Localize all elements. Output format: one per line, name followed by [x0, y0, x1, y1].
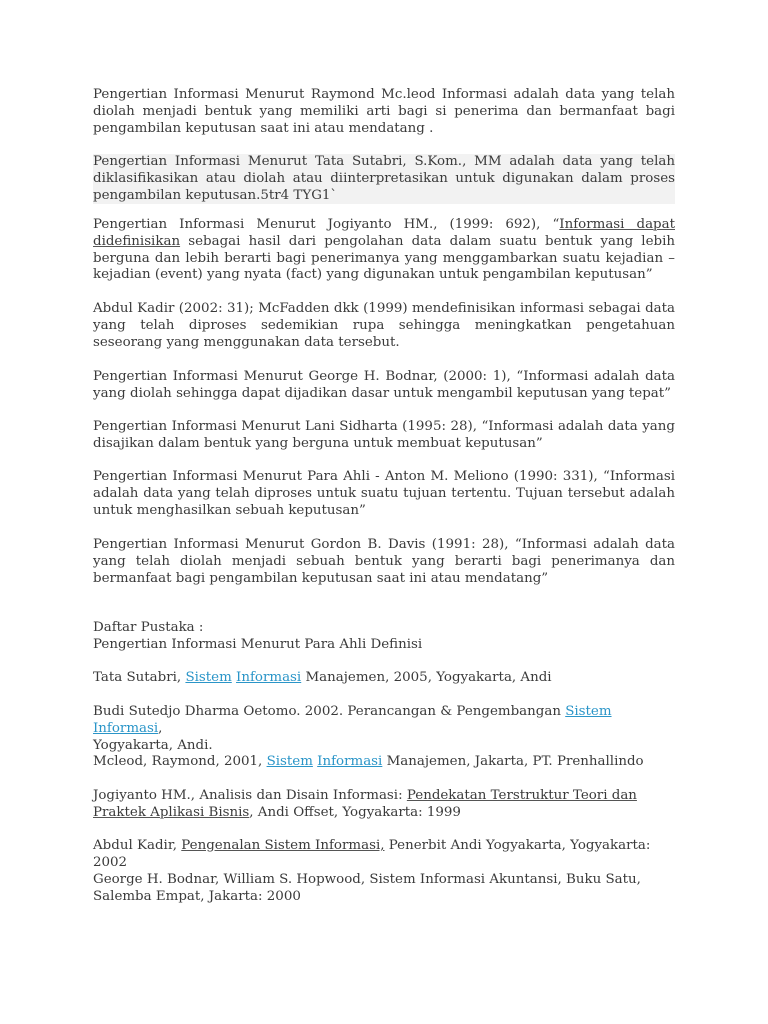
sistem-link[interactable]: Sistem: [565, 704, 612, 719]
jogiyanto-text-start: Pengertian Informasi Menurut Jogiyanto HM., (1999: 692), “: [93, 217, 560, 232]
reference-text: Abdul Kadir,: [93, 838, 182, 853]
reference-text: Manajemen, Jakarta, PT. Prenhallindo: [382, 754, 644, 769]
references-subheading: Pengertian Informasi Menurut Para Ahli Definisi: [93, 637, 423, 652]
informasi-link[interactable]: Informasi: [317, 754, 383, 769]
jogiyanto-text-end: sebagai hasil dari pengolahan data dalam suatu bentuk yang lebih berguna dan lebih berarti bagi penerimanya yang menggambarkan suatu kejadian – kejadian (event) yang nyata (fact) yang digunakan untuk pengambilan keputusan”: [93, 233, 675, 283]
paragraph-jogiyanto: [93, 217, 675, 284]
references-heading: Daftar Pustaka :: [93, 620, 204, 635]
reference-item: [93, 788, 653, 822]
sistem-link[interactable]: Sistem: [185, 670, 232, 685]
reference-text: Tata Sutabri,: [93, 670, 186, 685]
reference-text: Yogyakarta, Andi.: [93, 737, 213, 753]
paragraph-lani-sidharta: Pengertian Informasi Menurut Lani Sidharta (1995: 28), “Informasi adalah data yang disajikan dalam bentuk yang berguna untuk membuat keputusan”: [93, 419, 675, 451]
reference-item: [93, 838, 683, 872]
informasi-link[interactable]: Informasi: [93, 720, 159, 736]
reference-text: Manajemen, 2005, Yogyakarta, Andi: [301, 670, 552, 685]
reference-text: , Andi Offset, Yogyakarta: 1999: [249, 804, 461, 820]
informasi-link[interactable]: Informasi: [236, 670, 302, 685]
paragraph-tata-sutabri: Pengertian Informasi Menurut Tata Sutabri, S.Kom., MM adalah data yang telah diklasifikasikan atau diolah atau diinterpretasikan untuk digunakan dalam proses pengambilan keputusan.5tr4 TYG1`: [93, 154, 675, 203]
paragraph-anton-meliono: Pengertian Informasi Menurut Para Ahli - Anton M. Meliono (1990: 331), “Informasi adalah data yang telah diproses untuk suatu tujuan tertentu. Tujuan tersebut adalah untuk menghasilkan sebuah keputusan”: [93, 469, 675, 518]
jogiyanto-underlined-text: Informasi dapat didefinisikan: [93, 217, 675, 249]
paragraph-abdul-kadir: Abdul Kadir (2002: 31); McFadden dkk (1999) mendefinisikan informasi sebagai data yang telah diproses sedemikian rupa sehingga meningkatkan pengetahuan seseorang yang menggunakan data tersebut.: [93, 301, 675, 350]
paragraph-raymond-mcleod: Pengertian Informasi Menurut Raymond Mc.leod Informasi adalah data yang telah diolah menjadi bentuk yang memiliki arti bagi si penerima dan bermanfaat bagi pengambilan keputusan saat ini atau mendatang .: [93, 87, 675, 136]
reference-item: [93, 670, 683, 687]
reference-text: Penerbit Andi Yogyakarta, Yogyakarta: 2002: [93, 838, 651, 870]
reference-item: George H. Bodnar, William S. Hopwood, Sistem Informasi Akuntansi, Buku Satu, Salemba Empat, Jakarta: 2000: [93, 872, 641, 904]
reference-text: Jogiyanto HM., Analisis dan Disain Informasi:: [93, 788, 407, 803]
reference-text: ,: [158, 720, 163, 736]
reference-underlined-title: Pengenalan Sistem Informasi,: [181, 838, 385, 853]
paragraph-george-bodnar: Pengertian Informasi Menurut George H. Bodnar, (2000: 1), “Informasi adalah data yang diolah sehingga dapat dijadikan dasar untuk mengambil keputusan yang tepat”: [93, 369, 675, 401]
reference-text: Mcleod, Raymond, 2001,: [93, 754, 267, 769]
paragraph-gordon-davis: Pengertian Informasi Menurut Gordon B. Davis (1991: 28), “Informasi adalah data yang telah diolah menjadi sebuah bentuk yang berarti bagi penerimanya dan bermanfaat bagi pengambilan keputusan saat ini atau mendatang”: [93, 537, 675, 586]
reference-text: Budi Sutedjo Dharma Oetomo. 2002. Perancangan & Pengembangan: [93, 704, 566, 719]
reference-item: [93, 704, 683, 754]
reference-underlined-title: Pendekatan Terstruktur Teori dan Praktek Aplikasi Bisnis: [93, 788, 637, 820]
sistem-link[interactable]: Sistem: [266, 754, 313, 769]
reference-item: [93, 754, 683, 771]
